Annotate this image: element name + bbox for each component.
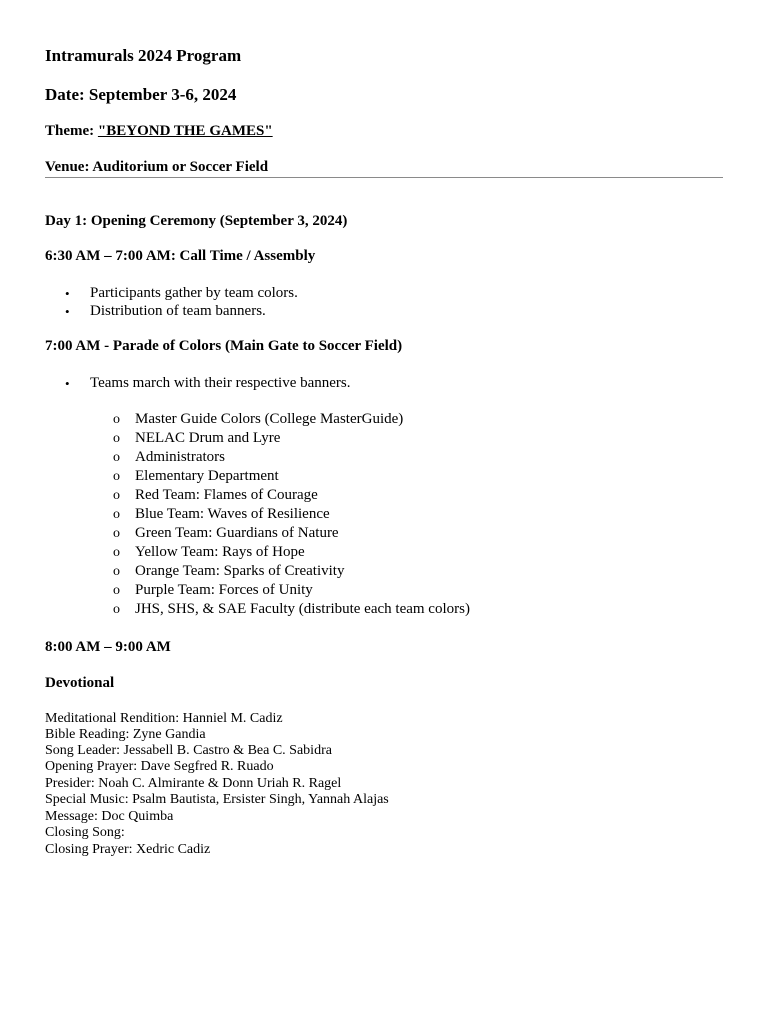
devotional-heading: Devotional — [45, 675, 115, 691]
sub-bullet-marker: o — [113, 488, 120, 503]
sub-bullet-marker: o — [113, 583, 120, 598]
devotional-credit: Closing Prayer: Xedric Cadiz — [45, 842, 211, 857]
bullet-marker: • — [65, 304, 70, 319]
parade-heading: 7:00 AM - Parade of Colors (Main Gate to Soccer Field) — [45, 338, 403, 354]
sub-bullet-marker: o — [113, 412, 120, 427]
sub-bullet-marker: o — [113, 602, 120, 617]
sub-list-item-text: Master Guide Colors (College MasterGuide) — [135, 411, 404, 427]
bullet-marker: • — [65, 376, 70, 391]
sub-bullet-marker: o — [113, 450, 120, 465]
sub-bullet-marker: o — [113, 431, 120, 446]
list-item-text: Participants gather by team colors. — [90, 285, 298, 301]
sub-bullet-marker: o — [113, 469, 120, 484]
theme-value: "BEYOND THE GAMES" — [97, 123, 273, 139]
sub-list-item-text: Administrators — [135, 449, 225, 465]
assembly-heading: 6:30 AM – 7:00 AM: Call Time / Assembly — [45, 248, 316, 264]
devotional-time: 8:00 AM – 9:00 AM — [45, 639, 171, 655]
devotional-credit: Presider: Noah C. Almirante & Donn Uriah R. Ragel — [45, 776, 342, 791]
bullet-marker: • — [65, 286, 70, 301]
list-item-text: Distribution of team banners. — [90, 303, 266, 319]
devotional-credit: Song Leader: Jessabell B. Castro & Bea C. Sabidra — [45, 743, 332, 758]
sub-list-item-text: Blue Team: Waves of Resilience — [135, 506, 330, 522]
sub-list-item-text: NELAC Drum and Lyre — [135, 430, 281, 446]
section-divider — [45, 177, 723, 178]
theme-label: Theme: — [45, 123, 98, 139]
list-item-text: Teams march with their respective banners. — [90, 375, 351, 391]
sub-bullet-marker: o — [113, 564, 120, 579]
program-date: Date: September 3-6, 2024 — [45, 85, 237, 104]
sub-bullet-marker: o — [113, 545, 120, 560]
program-venue: Venue: Auditorium or Soccer Field — [45, 159, 269, 175]
sub-list-item-text: Elementary Department — [135, 468, 279, 484]
devotional-credit: Closing Song: — [45, 825, 125, 840]
program-theme — [45, 123, 273, 140]
sub-bullet-marker: o — [113, 507, 120, 522]
devotional-credit: Meditational Rendition: Hanniel M. Cadiz — [45, 711, 283, 726]
sub-list-item-text: JHS, SHS, & SAE Faculty (distribute each team colors) — [135, 601, 470, 617]
sub-list-item-text: Green Team: Guardians of Nature — [135, 525, 339, 541]
day1-heading: Day 1: Opening Ceremony (September 3, 2024) — [45, 213, 348, 229]
sub-list-item-text: Red Team: Flames of Courage — [135, 487, 318, 503]
sub-list-item-text: Purple Team: Forces of Unity — [135, 582, 313, 598]
sub-list-item-text: Yellow Team: Rays of Hope — [135, 544, 305, 560]
devotional-credit: Bible Reading: Zyne Gandia — [45, 727, 206, 742]
document-title: Intramurals 2024 Program — [45, 46, 242, 65]
sub-list-item-text: Orange Team: Sparks of Creativity — [135, 563, 345, 579]
devotional-credit: Message: Doc Quimba — [45, 809, 174, 824]
devotional-credit: Special Music: Psalm Bautista, Ersister Singh, Yannah Alajas — [45, 792, 389, 807]
devotional-credit: Opening Prayer: Dave Segfred R. Ruado — [45, 759, 274, 774]
sub-bullet-marker: o — [113, 526, 120, 541]
